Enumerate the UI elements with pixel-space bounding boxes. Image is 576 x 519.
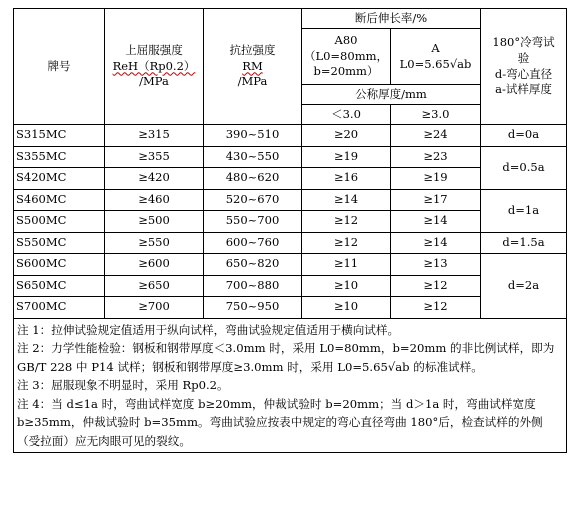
header-tensile-strength [204,9,302,125]
bend-line-2: 验 [517,50,530,65]
reh-cell: ≥500 [105,211,204,233]
bend-cell: d=2a [481,254,567,319]
note-3: 注 3：屈服现象不明显时，采用 Rp0.2。 [17,378,229,393]
grade-cell: S600MC [14,254,105,276]
bend-cell: d=0a [481,125,567,147]
reh-cell: ≥650 [105,275,204,297]
header-a [391,29,481,85]
a80-cell: ≥12 [302,211,391,233]
a-cell: ≥14 [391,211,481,233]
header-bend-test [481,9,567,125]
a80-cell: ≥10 [302,275,391,297]
reh-cell: ≥600 [105,254,204,276]
grade-cell: S650MC [14,275,105,297]
reh-cell: ≥315 [105,125,204,147]
a-cell: ≥17 [391,189,481,211]
reh-cell: ≥355 [105,146,204,168]
rm-cell: 480~620 [204,168,302,190]
bend-cell: d=1a [481,189,567,232]
a80-cell: ≥11 [302,254,391,276]
tensile-line-2: RM [242,58,263,73]
reh-cell: ≥700 [105,297,204,319]
rm-cell: 700~880 [204,275,302,297]
note-4: 注 4：当 d≤1a 时，弯曲试样宽度 b≥20mm，仲裁试验时 b=20mm；当 d＞1a 时，弯曲试样宽度 b≥35mm，仲裁试验时 b=35mm。弯曲试验应按表中规定的弯心直径弯曲 180°后，检查试样的外侧（受拉面）应无肉眼可见的裂纹。 [17,396,543,448]
rm-cell: 650~820 [204,254,302,276]
a-formula: L0=5.65√ab [399,56,472,71]
yield-line-1: 上屈服强度 [125,43,183,58]
a-cell: ≥23 [391,146,481,168]
header-thickness-lt: ＜3.0 [302,105,391,125]
note-2: 注 2：力学性能检验：钢板和钢带厚度＜3.0mm 时，采用 L0=80mm，b=20mm 的非比例试样，即为 GB/T 228 中 P14 试样；钢板和钢带厚度≥3.0mm 时，采用 L0=5.65√ab 的标准试样。 [17,341,555,374]
a-cell: ≥19 [391,168,481,190]
yield-line-3: /MPa [139,74,169,89]
bend-line-3: d-弯心直径 [494,66,553,81]
bend-cell: d=0.5a [481,146,567,189]
grade-cell: S420MC [14,168,105,190]
tensile-line-3: /MPa [237,74,268,89]
a80-cell: ≥14 [302,189,391,211]
a80-line-1: A80 [334,33,358,48]
notes-row [14,318,567,453]
a80-cell: ≥16 [302,168,391,190]
grade-cell: S550MC [14,232,105,254]
a80-line-2: （L0=80mm， [303,48,389,63]
tensile-line-1: 抗拉强度 [229,43,276,58]
header-thickness-ge: ≥3.0 [391,105,481,125]
header-yield-strength [105,9,204,125]
a80-cell: ≥20 [302,125,391,147]
a-cell: ≥12 [391,275,481,297]
a80-cell: ≥19 [302,146,391,168]
yield-line-2: ReH（Rp0.2） [112,58,196,73]
header-grade: 牌号 [14,9,105,125]
bend-line-4: a-试样厚度 [495,82,552,97]
grade-cell: S500MC [14,211,105,233]
grade-cell: S315MC [14,125,105,147]
rm-cell: 520~670 [204,189,302,211]
reh-cell: ≥460 [105,189,204,211]
header-nominal-thickness: 公称厚度/mm [302,85,481,105]
a-cell: ≥14 [391,232,481,254]
table-row [14,146,567,168]
notes-cell [14,318,567,453]
grade-cell: S700MC [14,297,105,319]
bend-cell: d=1.5a [481,232,567,254]
reh-cell: ≥550 [105,232,204,254]
a-label: A [431,40,440,55]
note-1: 注 1：拉伸试验规定值适用于纵向试样，弯曲试验规定值适用于横向试样。 [17,322,400,337]
reh-cell: ≥420 [105,168,204,190]
header-a80 [302,29,391,85]
spec-table-container [13,8,566,453]
a-cell: ≥12 [391,297,481,319]
table-row [14,189,567,211]
bend-line-1: 180°冷弯试 [492,35,555,50]
rm-cell: 750~950 [204,297,302,319]
a80-cell: ≥10 [302,297,391,319]
table-row [14,254,567,276]
header-elongation: 断后伸长率/% [302,9,481,29]
grade-cell: S460MC [14,189,105,211]
grade-cell: S355MC [14,146,105,168]
a-cell: ≥13 [391,254,481,276]
a80-cell: ≥12 [302,232,391,254]
rm-cell: 430~550 [204,146,302,168]
a-cell: ≥24 [391,125,481,147]
rm-cell: 600~760 [204,232,302,254]
rm-cell: 390~510 [204,125,302,147]
table-row [14,232,567,254]
mechanical-properties-table [13,8,567,453]
rm-cell: 550~700 [204,211,302,233]
table-row [14,125,567,147]
a80-line-3: b=20mm） [313,64,379,79]
